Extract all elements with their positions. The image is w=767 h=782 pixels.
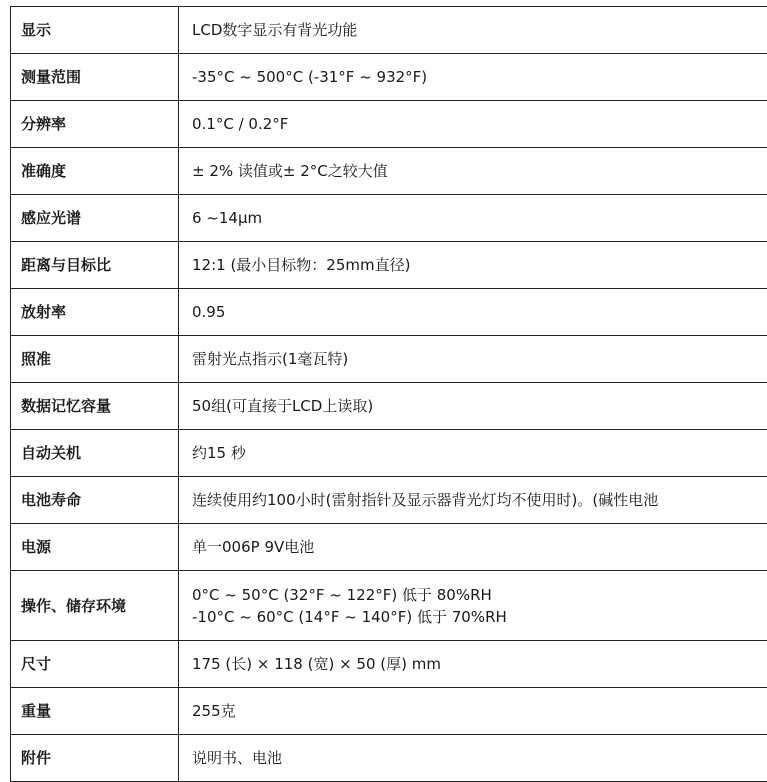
spec-value: 12:1 (最小目标物：25mm直径) — [179, 242, 767, 289]
spec-row-memory — [11, 383, 767, 430]
spec-row-auto-off — [11, 430, 767, 477]
spec-row-environment — [11, 571, 767, 641]
spec-label: 附件 — [11, 735, 179, 782]
spec-row-dimensions — [11, 641, 767, 688]
spec-row-aiming — [11, 336, 767, 383]
spec-value: LCD数字显示有背光功能 — [179, 7, 767, 54]
spec-label: 测量范围 — [11, 54, 179, 101]
spec-row-spectral — [11, 195, 767, 242]
spec-value: 6 ~14μm — [179, 195, 767, 242]
spec-label: 距离与目标比 — [11, 242, 179, 289]
spec-value: 约15 秒 — [179, 430, 767, 477]
spec-label: 数据记忆容量 — [11, 383, 179, 430]
spec-row-resolution — [11, 101, 767, 148]
spec-row-display — [11, 7, 767, 54]
spec-value — [179, 571, 767, 641]
spec-value: 0.1°C / 0.2°F — [179, 101, 767, 148]
spec-table — [10, 6, 767, 782]
spec-label: 操作、储存环境 — [11, 571, 179, 641]
spec-row-accessories — [11, 735, 767, 782]
spec-value: 说明书、电池 — [179, 735, 767, 782]
spec-label: 电池寿命 — [11, 477, 179, 524]
spec-row-power — [11, 524, 767, 571]
spec-row-battery-life — [11, 477, 767, 524]
spec-label: 分辨率 — [11, 101, 179, 148]
spec-label: 显示 — [11, 7, 179, 54]
spec-value: 50组(可直接于LCD上读取) — [179, 383, 767, 430]
spec-label: 准确度 — [11, 148, 179, 195]
spec-label: 重量 — [11, 688, 179, 735]
spec-value: 175 (长) × 118 (宽) × 50 (厚) mm — [179, 641, 767, 688]
spec-value: 0.95 — [179, 289, 767, 336]
spec-value-line: 0°C ~ 50°C (32°F ~ 122°F) 低于 80%RH — [192, 584, 767, 606]
spec-value-line: -10°C ~ 60°C (14°F ~ 140°F) 低于 70%RH — [192, 606, 767, 628]
spec-value: 255克 — [179, 688, 767, 735]
spec-row-emissivity — [11, 289, 767, 336]
spec-row-range — [11, 54, 767, 101]
spec-value: 雷射光点指示(1毫瓦特) — [179, 336, 767, 383]
spec-label: 放射率 — [11, 289, 179, 336]
spec-row-accuracy — [11, 148, 767, 195]
spec-label: 电源 — [11, 524, 179, 571]
spec-label: 感应光谱 — [11, 195, 179, 242]
spec-label: 尺寸 — [11, 641, 179, 688]
spec-row-distance-ratio — [11, 242, 767, 289]
spec-value: -35°C ~ 500°C (-31°F ~ 932°F) — [179, 54, 767, 101]
spec-value: 单一006P 9V电池 — [179, 524, 767, 571]
spec-value: 连续使用约100小时(雷射指针及显示器背光灯均不使用时)。(碱性电池 — [179, 477, 767, 524]
spec-value: ± 2% 读值或± 2°C之较大值 — [179, 148, 767, 195]
spec-label: 照准 — [11, 336, 179, 383]
spec-row-weight — [11, 688, 767, 735]
spec-label: 自动关机 — [11, 430, 179, 477]
